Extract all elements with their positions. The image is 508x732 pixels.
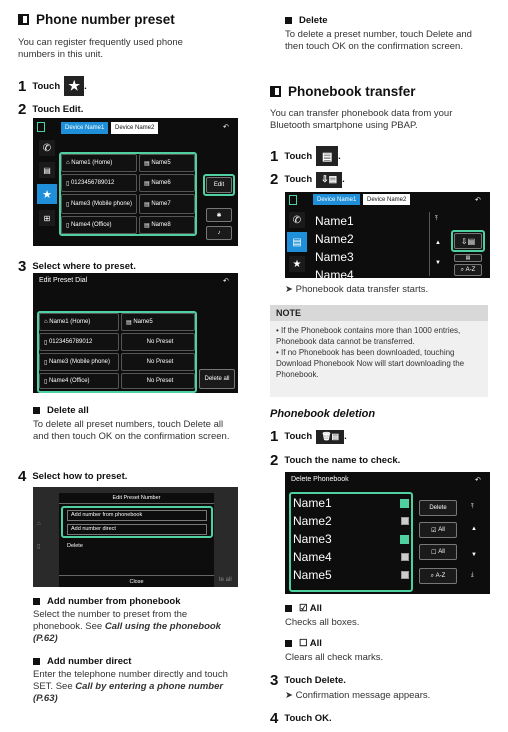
delete-option[interactable]: Delete — [67, 543, 83, 549]
preset-cell[interactable]: ▤ Name6 — [139, 174, 195, 192]
delete-all-text: To delete all preset numbers, touch Delete all and then touch OK on the confirmation screen. — [33, 419, 230, 442]
preset-cell[interactable]: ▯ Name3 (Mobile phone) — [61, 194, 137, 214]
list-item[interactable]: Name4 — [293, 548, 409, 566]
phone-icon — [289, 195, 297, 205]
screen-title: Edit Preset Dial — [39, 277, 88, 284]
scroll-up-icon[interactable]: ▲ — [435, 240, 441, 246]
check-all-text: Checks all boxes. — [285, 617, 360, 628]
step-2: 2 Touch the name to check. — [270, 452, 401, 469]
note-item: • If no Phonebook has been downloaded, touching Download Phonebook Now will start downloading the Phonebook. — [276, 348, 465, 379]
preset-cell[interactable]: ▯ Name4 (Office) — [61, 216, 137, 234]
delete-phonebook-icon[interactable]: 🗑▤ — [316, 430, 344, 444]
step-1: 1 Touch ★ . — [18, 77, 87, 95]
clear-all-heading: ☐ All — [285, 638, 322, 649]
transfer-intro: You can transfer phonebook data from your Bluetooth smartphone using PBAP. — [270, 108, 453, 131]
az-search-button[interactable]: ⌕ A-Z — [419, 568, 457, 584]
tab-device-name1[interactable]: Device Name1 — [61, 122, 108, 134]
note-box — [270, 305, 488, 397]
list-item[interactable]: Name3 — [293, 530, 409, 548]
delete-all-button[interactable]: Delete all — [199, 369, 235, 389]
section-title-phone-preset: Phone number preset — [18, 12, 175, 27]
list-item[interactable]: Name1 — [315, 214, 354, 228]
edit-preset-number-screen — [33, 487, 238, 587]
step-4: 4 Select how to preset. — [18, 468, 128, 485]
add-direct-option[interactable]: Add number direct — [67, 524, 207, 535]
download-button[interactable]: ⇩▤ — [454, 233, 482, 249]
unchecked-icon — [401, 553, 409, 561]
preset-cell[interactable]: No Preset — [121, 333, 195, 351]
back-icon[interactable]: ↶ — [475, 197, 481, 204]
unchecked-icon — [401, 571, 409, 579]
phonebook-icon[interactable]: ▤ — [316, 146, 338, 166]
note-title: NOTE — [270, 305, 488, 321]
preset-cell[interactable]: ▤ Name5 — [139, 154, 195, 172]
preset-cell[interactable]: ▯ 0123456789012 — [39, 333, 119, 351]
section-square-icon — [18, 14, 29, 25]
back-icon[interactable]: ↶ — [223, 124, 229, 131]
step-2: 2 Touch Edit. — [18, 101, 84, 118]
phonebook-screen — [285, 192, 490, 278]
bg-text: te all — [219, 577, 232, 583]
confirmation-text: ➤ Confirmation message appears. — [285, 690, 431, 701]
preset-cell[interactable]: ⌂ Name1 (Home) — [61, 154, 137, 172]
az-search-button[interactable]: ⌕ A-Z — [454, 264, 482, 276]
scroll-top-icon[interactable]: ⤒ — [435, 216, 438, 222]
transfer-starts-text: ➤ Phonebook data transfer starts. — [285, 284, 429, 295]
list-item[interactable]: Name3 — [315, 250, 354, 264]
popup-title: Edit Preset Number — [59, 495, 214, 504]
clear-all-button[interactable]: ☐ All — [419, 544, 457, 560]
bg-phone-icon: ▯ — [37, 544, 41, 550]
preset-cell[interactable]: ▤ Name5 — [121, 313, 195, 331]
tab-device-name1[interactable]: Device Name1 — [313, 194, 360, 205]
delete-text: To delete a preset number, touch Delete and then touch OK on the confirmation screen. — [285, 29, 472, 52]
scroll-down-icon[interactable]: ▼ — [471, 552, 477, 558]
preset-cell[interactable]: ⌂ Name1 (Home) — [39, 313, 119, 331]
step-2: 2 Touch ⇩▤ . — [270, 171, 345, 188]
add-phonebook-text: Select the number to preset from the phonebook. See Call using the phonebook (P.62) — [33, 609, 221, 644]
phonebook-tab-icon[interactable]: ▤ — [287, 232, 307, 252]
edit-button[interactable]: Edit — [206, 177, 232, 193]
name-list — [315, 212, 354, 278]
add-direct-text: Enter the telephone number directly and touch SET. See Call by entering a phone number (P.63) — [33, 669, 228, 704]
delete-button[interactable]: Delete — [419, 500, 457, 516]
checked-icon — [400, 535, 409, 544]
star-tab-icon[interactable]: ★ — [37, 184, 57, 204]
step-4: 4 Touch OK. — [270, 710, 332, 727]
tab-device-name2[interactable]: Device Name2 — [111, 122, 158, 134]
note-item: • If the Phonebook contains more than 1000 entries, Phonebook data cannot be transferred. — [276, 326, 461, 346]
preset-cell[interactable]: No Preset — [121, 373, 195, 389]
download-phonebook-icon[interactable]: ⇩▤ — [316, 172, 342, 188]
step-1: 1 Touch ▤ . — [270, 147, 341, 165]
preset-cell[interactable]: ▤ Name8 — [139, 216, 195, 234]
bg-home-icon: ⌂ — [37, 521, 41, 527]
keypad-icon[interactable]: ⊞ — [39, 210, 55, 226]
list-item[interactable]: Name5 — [293, 566, 409, 584]
popup — [59, 493, 214, 587]
star-icon[interactable]: ★ — [289, 256, 305, 272]
clear-all-text: Clears all check marks. — [285, 652, 384, 663]
phone-handset-icon[interactable]: ✆ — [289, 212, 305, 228]
add-phonebook-heading: Add number from phonebook — [33, 596, 181, 607]
scrollbar[interactable] — [429, 212, 430, 276]
preset-cell[interactable]: ▯ Name3 (Mobile phone) — [39, 353, 119, 371]
scroll-up-icon[interactable]: ▲ — [471, 526, 477, 532]
unchecked-icon — [401, 517, 409, 525]
preset-screen — [33, 118, 238, 246]
scroll-bottom-icon[interactable]: ⤓ — [471, 572, 474, 578]
check-all-heading: ☑ All — [285, 603, 322, 614]
preset-cell[interactable]: ▯ Name4 (Office) — [39, 373, 119, 389]
tab-device-name2[interactable]: Device Name2 — [363, 194, 410, 205]
phonebook-icon[interactable]: ▤ — [39, 162, 55, 178]
check-all-button[interactable]: ☑ All — [419, 522, 457, 538]
scroll-top-icon[interactable]: ⤒ — [471, 504, 474, 510]
back-icon[interactable]: ↶ — [475, 477, 481, 484]
checked-icon — [400, 499, 409, 508]
delete-heading: Delete — [285, 15, 328, 26]
list-item[interactable]: Name1 — [293, 494, 409, 512]
step-3: 3 Select where to preset. — [18, 258, 136, 275]
section-square-icon — [270, 86, 281, 97]
step-1: 1 Touch 🗑▤ . — [270, 428, 347, 445]
preset-cell[interactable]: ▯ 0123456789012 — [61, 174, 137, 192]
screen-title: Delete Phonebook — [291, 476, 349, 483]
section-title-phonebook-transfer: Phonebook transfer — [270, 84, 416, 99]
delete-all-heading: Delete all — [33, 405, 89, 416]
phone-icon — [37, 122, 45, 132]
edit-preset-dial-screen — [33, 273, 238, 393]
delete-phonebook-screen — [285, 472, 490, 594]
list-item[interactable]: Name2 — [293, 512, 409, 530]
add-direct-heading: Add number direct — [33, 656, 131, 667]
list-item[interactable]: Name4 — [315, 268, 354, 278]
settings-icon[interactable]: ✱ — [206, 208, 232, 222]
phonebook-deletion-heading: Phonebook deletion — [270, 408, 376, 420]
voice-icon[interactable]: ♪ — [206, 226, 232, 240]
preset-cell[interactable]: No Preset — [121, 353, 195, 371]
intro-text: You can register frequently used phone numbers in this unit. — [18, 37, 183, 60]
step-3: 3 Touch Delete. — [270, 672, 346, 689]
preset-cell[interactable]: ▤ Name7 — [139, 194, 195, 214]
list-item[interactable]: Name2 — [315, 232, 354, 246]
name-list — [293, 494, 409, 584]
back-icon[interactable]: ↶ — [223, 278, 229, 285]
phone-handset-icon[interactable]: ✆ — [39, 140, 55, 156]
add-from-phonebook-option[interactable]: Add number from phonebook — [67, 510, 207, 521]
phonebook-small-icon[interactable]: ▤ — [454, 254, 482, 262]
star-icon[interactable]: ★ — [64, 76, 84, 96]
close-button[interactable]: Close — [59, 575, 214, 585]
scroll-down-icon[interactable]: ▼ — [435, 260, 441, 266]
